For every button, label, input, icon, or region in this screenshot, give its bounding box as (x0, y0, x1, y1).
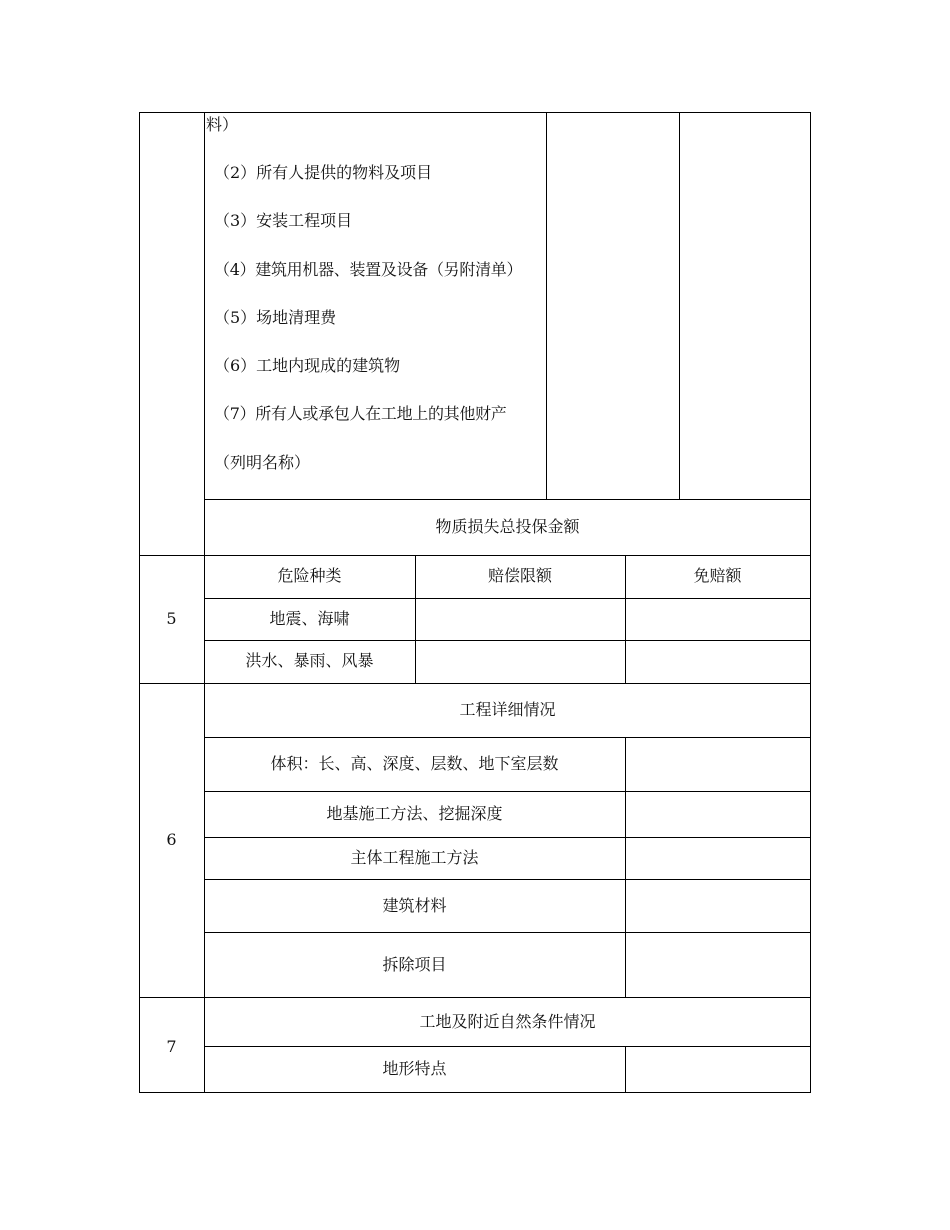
table-border-right (810, 112, 811, 1093)
project-detail-label: 地基施工方法、挖掘深度 (326, 804, 503, 823)
section-title: 工地及附近自然条件情况 (419, 1012, 596, 1031)
project-detail-label: 主体工程施工方法 (350, 848, 479, 867)
table-line (204, 837, 811, 838)
section-number: 6 (166, 830, 177, 849)
section-number: 5 (166, 609, 177, 628)
table-line (139, 555, 811, 556)
table-line (139, 997, 811, 998)
table-line (204, 791, 811, 792)
risk-type-cell: 地震、海啸 (269, 609, 350, 628)
table-border-top (139, 112, 811, 113)
property-item: 料） (206, 115, 239, 134)
total-insured-amount-label: 物质损失总投保金额 (435, 517, 580, 536)
property-item: （6）工地内现成的建筑物 (214, 356, 401, 375)
property-item: （2）所有人提供的物料及项目 (214, 163, 433, 182)
table-line (204, 879, 811, 880)
property-item: （5）场地清理费 (214, 308, 337, 327)
table-line (546, 112, 547, 499)
column-header-risk-type: 危险种类 (277, 566, 342, 585)
project-detail-label: 建筑材料 (382, 896, 447, 915)
table-line (625, 737, 626, 997)
column-header-deductible: 免赔额 (693, 566, 742, 585)
table-line (204, 737, 811, 738)
table-line (204, 598, 811, 599)
property-item: （列明名称） (214, 453, 311, 472)
table-border-left (139, 112, 140, 1093)
table-line (204, 640, 811, 641)
property-item: （3）安装工程项目 (214, 211, 353, 230)
table-line (679, 112, 680, 499)
site-condition-label: 地形特点 (382, 1059, 447, 1078)
project-detail-label: 拆除项目 (382, 955, 447, 974)
property-item: （7）所有人或承包人在工地上的其他财产 (214, 404, 507, 423)
property-item: （4）建筑用机器、装置及设备（另附清单） (214, 260, 523, 279)
table-line (204, 932, 811, 933)
table-line (204, 499, 811, 500)
column-header-indemnity-limit: 赔偿限额 (487, 566, 552, 585)
table-line (625, 1046, 626, 1093)
project-detail-label: 体积：长、高、深度、层数、地下室层数 (270, 754, 559, 773)
table-line (139, 683, 811, 684)
table-line (204, 112, 205, 1093)
section-title: 工程详细情况 (459, 700, 556, 719)
table-line (204, 1046, 811, 1047)
table-border-bottom (139, 1092, 811, 1093)
section-number: 7 (166, 1037, 177, 1056)
risk-type-cell: 洪水、暴雨、风暴 (245, 651, 374, 670)
